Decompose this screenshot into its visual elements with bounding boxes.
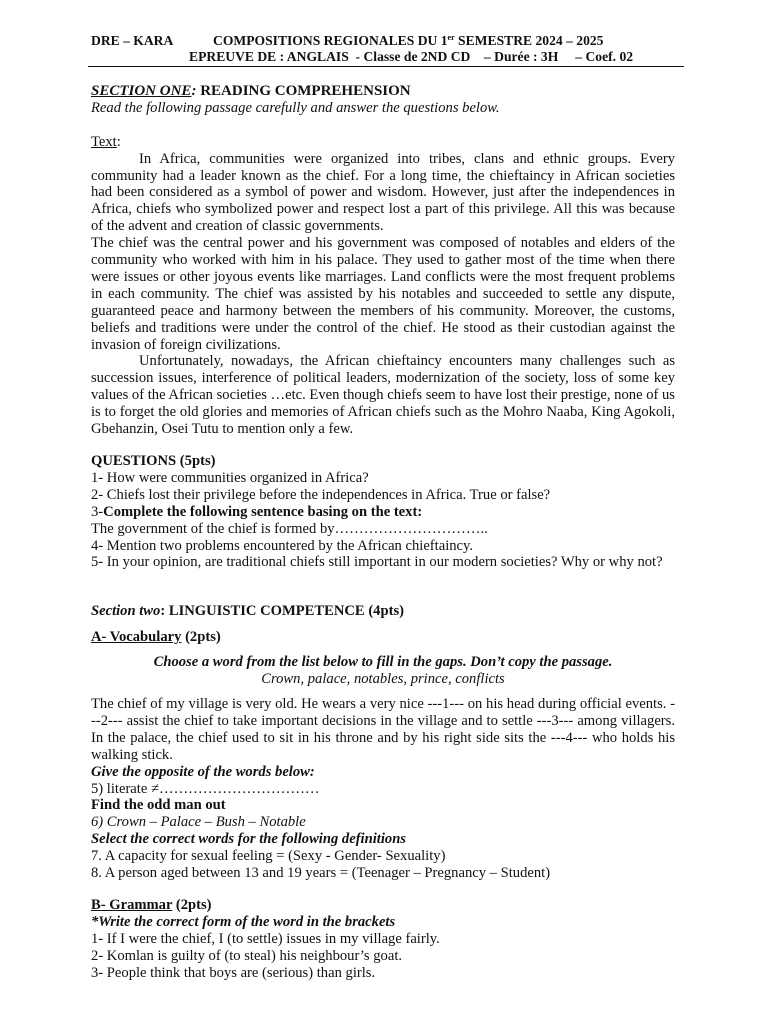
header-rule — [88, 66, 684, 67]
item-6: 6) Crown – Palace – Bush – Notable — [91, 814, 306, 831]
question-3 — [91, 504, 675, 521]
text-label-colon: : — [116, 133, 121, 150]
passage-paragraph-3: Unfortunately, nowadays, the African chieftaincy encounters many challenges such as succession issues, interference of political leaders, modernization of the society, loss of some key values of the African societies …etc. Even though chiefs seem to have lost their prestige, none of us is to forget the old glories and memories of African chiefs such as the Mohro Naaba, King Agokoli, Gbehanzin, Osei Tutu to mention only a few. — [91, 353, 675, 438]
vocabulary-heading-block — [91, 629, 675, 646]
vocabulary-points: (2pts) — [181, 629, 221, 645]
question-3-number: 3- — [91, 503, 104, 520]
passage-paragraph-2: The chief was the central power and his government was composed of notables and elders of the community who worked with him in his palace. They used to gather most of the time when there were issues or other joyous events like marriages. Land conflicts were the most frequent problems in each community. The chief was assisted by his notables and succeeded to settle any dispute, guaranteed peace and harmony between the members of his community. Moreover, the customs, beliefs and traditions were under the control of the chief. He stood as their custodian against the invasion of foreign civilizations. — [91, 235, 675, 353]
gap-fill-text: The chief of my village is very old. He wears a very nice ---1--- on his head during official events. ---2--- assist the chief to take important decisions in the village and to settle ---3--- among villagers. In the palace, the chief used to sit in his throne and by his right side sits the ---4--- who holds his walking stick. — [91, 696, 675, 763]
item-7: 7. A capacity for sexual feeling = (Sexy - Gender- Sexuality) — [91, 848, 446, 865]
word-list: Crown, palace, notables, prince, conflicts — [261, 670, 505, 687]
vocabulary-exercises — [91, 696, 675, 882]
exam-details: EPREUVE DE : ANGLAIS - Classe de 2ND CD – Durée : 3H – Coef. 02 — [189, 49, 634, 64]
section-one — [91, 83, 675, 438]
exam-header — [91, 33, 675, 66]
section-one-title: READING COMPREHENSION — [196, 83, 411, 99]
question-3-instruction: Complete the following sentence basing on the text: — [103, 503, 423, 520]
grammar-instruction: *Write the correct form of the word in the brackets — [91, 913, 396, 930]
exam-title-pre: COMPOSITIONS REGIONALES DU 1 — [213, 33, 448, 48]
grammar-points: (2pts) — [172, 897, 212, 913]
question-1: 1- How were communities organized in Africa? — [91, 469, 369, 486]
text-label-word: Text — [91, 133, 117, 150]
exam-title-post: SEMESTRE 2024 – 2025 — [454, 33, 604, 48]
section-one-colon: : — [191, 83, 197, 99]
text-label — [91, 134, 675, 151]
vocabulary-label: A- Vocabulary — [91, 629, 182, 645]
section-one-heading — [91, 83, 675, 100]
questions-block — [91, 453, 675, 571]
question-2: 2- Chiefs lost their privilege before the independences in Africa. True or false? — [91, 486, 551, 503]
grammar-item-3: 3- People think that boys are (serious) than girls. — [91, 964, 376, 981]
grammar-label: B- Grammar — [91, 897, 173, 913]
region-label: DRE – KARA — [91, 33, 174, 48]
definitions-title: Select the correct words for the following definitions — [91, 831, 406, 848]
item-5: 5) literate ≠…………………………… — [91, 780, 320, 797]
item-8: 8. A person aged between 13 and 19 years = (Teenager – Pregnancy – Student) — [91, 865, 551, 882]
exam-title-sup: er — [447, 33, 455, 42]
opposite-title: Give the opposite of the words below: — [91, 763, 315, 780]
section-two-title: : LINGUISTIC COMPETENCE (4pts) — [160, 603, 404, 619]
question-5: 5- In your opinion, are traditional chiefs still important in our modern societies? Why or why not? — [91, 554, 663, 571]
section-two-heading — [91, 603, 675, 620]
passage-paragraph-1: In Africa, communities were organized into tribes, clans and ethnic groups. Every community had a leader known as the chief. For a long time, the chieftaincy in African societies had been considered as a symbol of power and wisdom. However, just after the independences in Africa, chiefs who symbolized power and respect lost a part of this privilege. All this was because of the advent and creation of classic governments. — [91, 150, 675, 235]
exam-title — [213, 33, 603, 49]
section-one-label: SECTION ONE — [91, 83, 192, 99]
questions-title: QUESTIONS (5pts) — [91, 453, 216, 469]
grammar-heading — [91, 897, 675, 914]
reading-instruction: Read the following passage carefully and answer the questions below. — [91, 99, 500, 116]
grammar-block — [91, 897, 675, 982]
vocabulary-instructions — [91, 654, 675, 688]
grammar-item-1: 1- If I were the chief, I (to settle) issues in my village fairly. — [91, 930, 440, 947]
section-two-label: Section two — [91, 603, 161, 619]
grammar-item-2: 2- Komlan is guilty of (to steal) his neighbour’s goat. — [91, 947, 403, 964]
vocabulary-instruction: Choose a word from the list below to fill in the gaps. Don’t copy the passage. — [153, 654, 613, 670]
question-3-sentence: The government of the chief is formed by………………………….. — [91, 520, 488, 537]
odd-man-out-title: Find the odd man out — [91, 797, 226, 814]
vocabulary-heading — [91, 629, 675, 646]
section-two-heading-block — [91, 603, 675, 620]
question-4: 4- Mention two problems encountered by the African chieftaincy. — [91, 537, 474, 554]
